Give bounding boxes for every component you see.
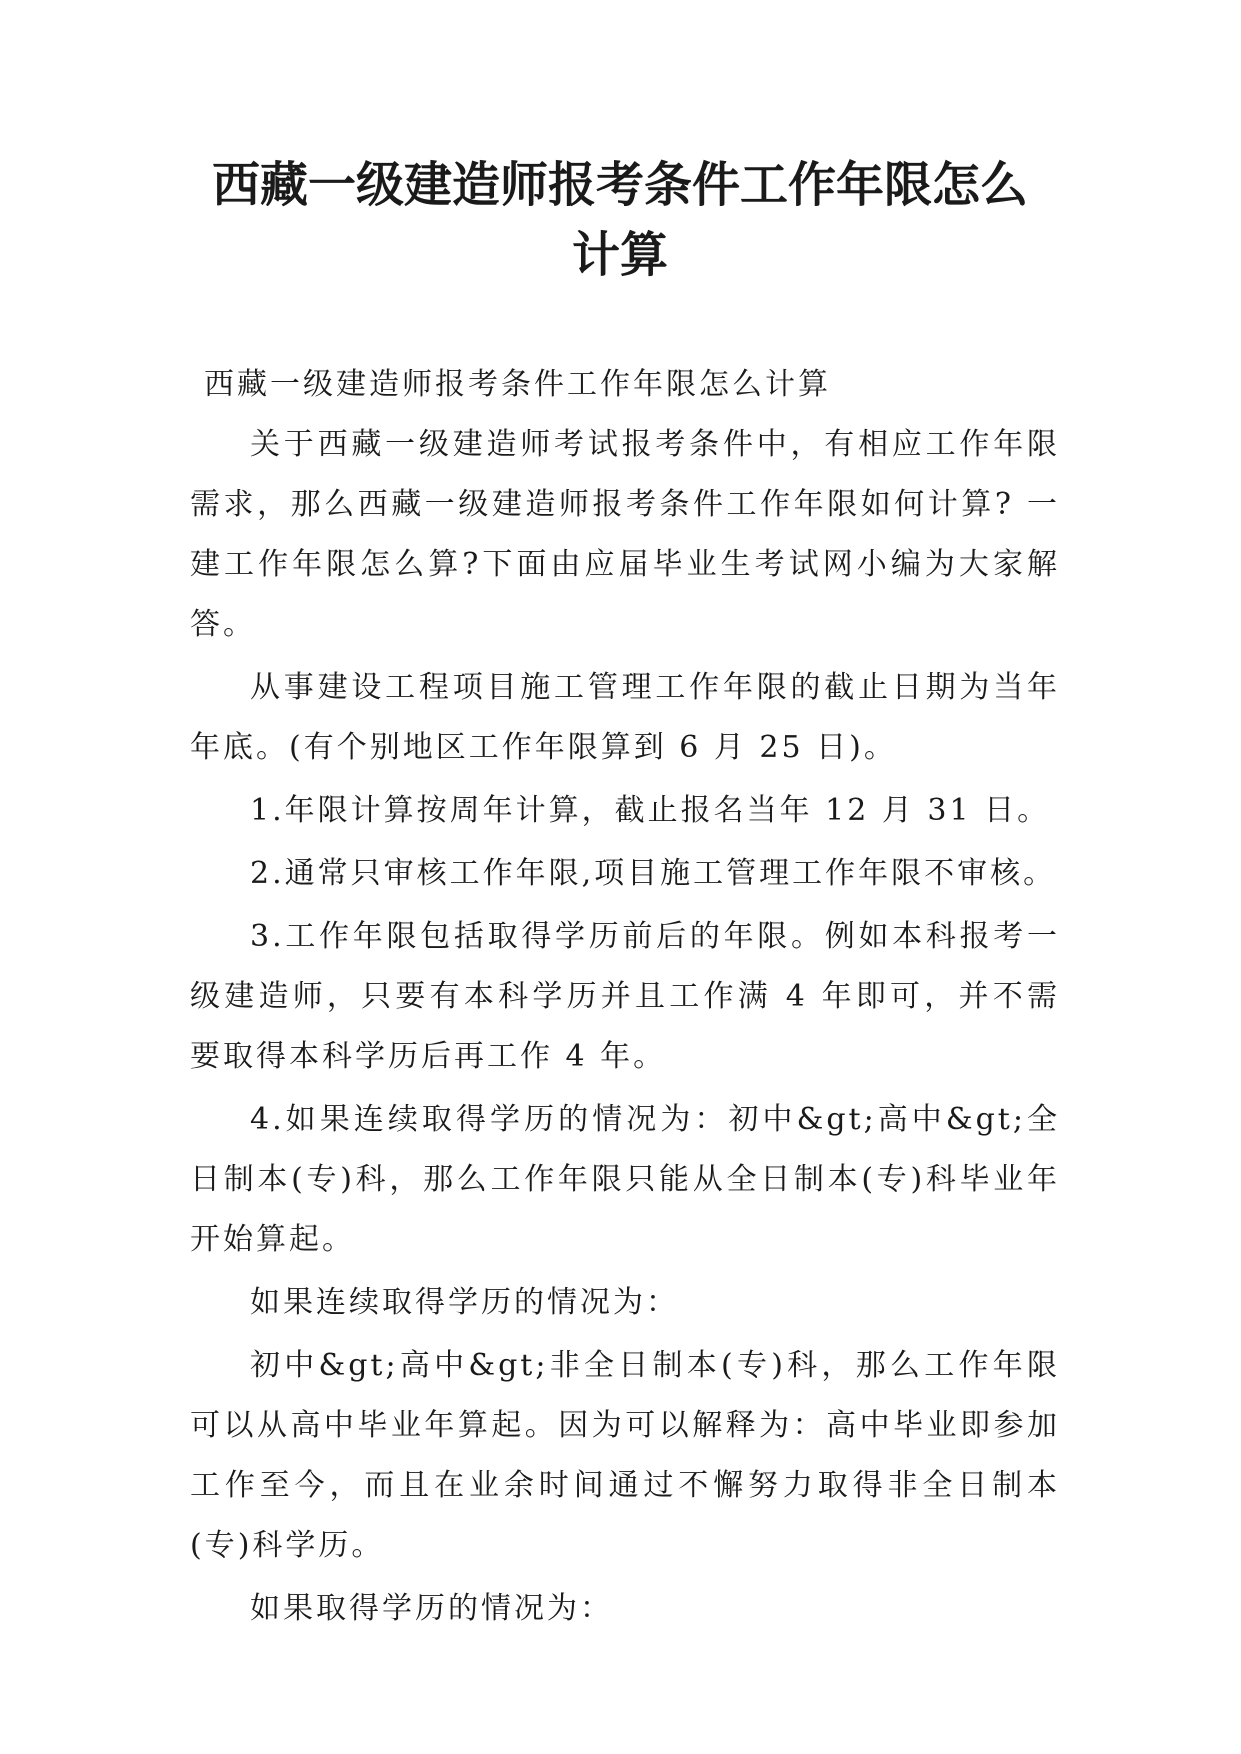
paragraph: 4.如果连续取得学历的情况为：初中&gt;高中&gt;全日制本(专)科，那么工作年限只能从全日制本(专)科毕业年开始算起。 — [190, 1102, 1060, 1257]
paragraph: 初中&gt;高中&gt;非全日制本(专)科，那么工作年限可以从高中毕业年算起。因为可以解释为：高中毕业即参加工作至今，而且在业余时间通过不懈努力取得非全日制本(专)科学历。 — [190, 1348, 1060, 1563]
paragraph: 从事建设工程项目施工管理工作年限的截止日期为当年年底。(有个别地区工作年限算到 6 月 25 日)。 — [190, 670, 1060, 765]
paragraph: 2.通常只审核工作年限,项目施工管理工作年限不审核。 — [250, 856, 1057, 891]
paragraph: 如果连续取得学历的情况为： — [250, 1285, 679, 1320]
paragraph: 关于西藏一级建造师考试报考条件中，有相应工作年限需求，那么西藏一级建造师报考条件工作年限如何计算? 一建工作年限怎么算?下面由应届毕业生考试网小编为大家解答。 — [190, 427, 1060, 642]
paragraph: 如果取得学历的情况为： — [250, 1591, 613, 1626]
paragraph: 1.年限计算按周年计算，截止报名当年 12 月 31 日。 — [250, 793, 1051, 828]
paragraph: 3.工作年限包括取得学历前后的年限。例如本科报考一级建造师，只要有本科学历并且工作满 4 年即可，并不需要取得本科学历后再工作 4 年。 — [190, 919, 1060, 1074]
document-title: 西藏一级建造师报考条件工作年限怎么计算 — [211, 157, 1028, 283]
document-body — [190, 355, 1060, 1639]
paragraph-subtitle: 西藏一级建造师报考条件工作年限怎么计算 — [204, 367, 831, 402]
